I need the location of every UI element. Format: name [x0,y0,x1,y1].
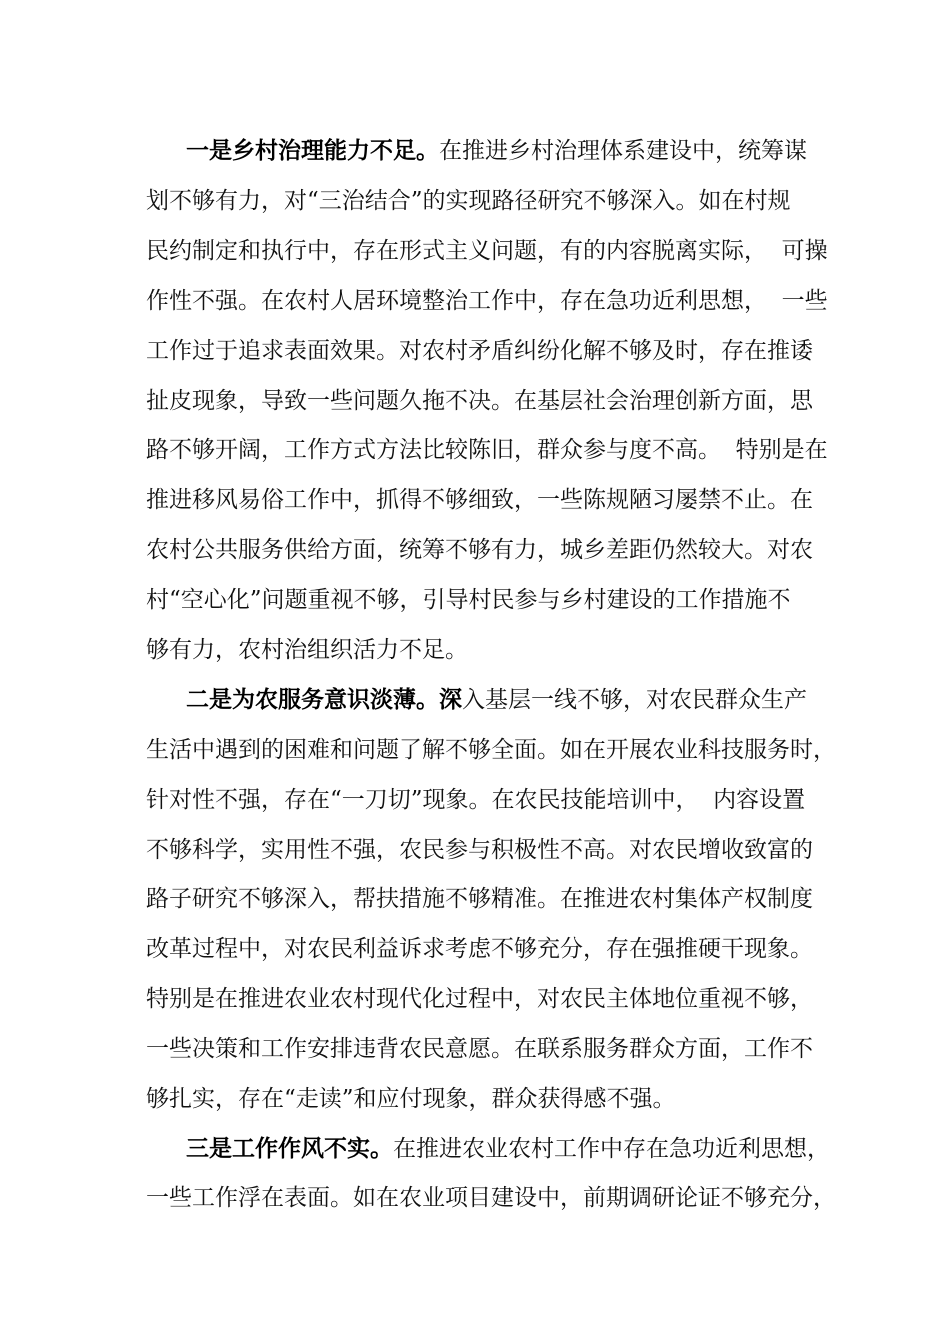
paragraph-2-line-3: 针对性不强，存在“一刀切”现象。在农民技能培训中， 内容设置 [146,787,806,813]
paragraph-1-line-7: 路不够开阔，工作方式方法比较陈旧，群众参与度不高。 特别是在 [146,437,828,463]
paragraph-2-line-5: 路子研究不够深入，帮扶措施不够精准。在推进农村集体产权制度 [146,886,813,912]
paragraph-1-line-1 [186,131,836,171]
paragraph-3-line-2: 一些工作浮在表面。如在农业项目建设中，前期调研论证不够充分， [146,1185,836,1211]
paragraph-1-line-11: 够有力，农村治组织活力不足。 [146,637,468,663]
paragraph-1-line-9: 农村公共服务供给方面，统筹不够有力，城乡差距仍然较大。对农 [146,537,813,563]
paragraph-2-line-4: 不够科学，实用性不强，农民参与积极性不高。对农民增收致富的 [146,837,813,863]
paragraph-2-line-9: 够扎实，存在“走读”和应付现象，群众获得感不强。 [146,1086,676,1112]
paragraph-1-line-5: 工作过于追求表面效果。对农村矛盾纠纷化解不够及时，存在推诿 [146,338,813,364]
paragraph-2-line-6: 改革过程中，对农民利益诉求考虑不够充分，存在强推硬干现象。 [146,936,813,962]
paragraph-1-line-6: 扯皮现象，导致一些问题久拖不决。在基层社会治理创新方面，思 [146,388,813,414]
paragraph-1-line-3: 民约制定和执行中，存在形式主义问题，有的内容脱离实际， 可操 [146,238,828,264]
paragraph-3-lead: 三是工作作风不实。 [186,1136,393,1162]
paragraph-2-lead: 二是为农服务意识淡薄。深 [186,687,462,713]
paragraph-1-lead: 一是乡村治理能力不足。 [186,138,439,164]
paragraph-1-line-2: 划不够有力，对“三治结合”的实现路径研究不够深入。如在村规 [146,188,791,214]
paragraph-2-line-2: 生活中遇到的困难和问题了解不够全面。如在开展农业科技服务时， [146,737,836,763]
paragraph-1-line-10: 村“空心化”问题重视不够，引导村民参与乡村建设的工作措施不 [146,587,791,613]
paragraph-1-line-4: 作性不强。在农村人居环境整治工作中，存在急功近利思想， 一些 [146,288,828,314]
paragraph-3-line-1 [186,1129,836,1169]
paragraph-1-line-8: 推进移风易俗工作中，抓得不够细致，一些陈规陋习屡禁不止。在 [146,487,813,513]
paragraph-2-text: 入基层一线不够，对农民群众生产 [462,687,807,713]
paragraph-1-text: 在推进乡村治理体系建设中，统筹谋 [439,138,807,164]
paragraph-2-line-1 [186,680,836,720]
paragraph-2-line-8: 一些决策和工作安排违背农民意愿。在联系服务群众方面，工作不 [146,1036,813,1062]
paragraph-2-line-7: 特别是在推进农业农村现代化过程中，对农民主体地位重视不够， [146,986,813,1012]
paragraph-3-text: 在推进农业农村工作中存在急功近利思想， [393,1136,830,1162]
